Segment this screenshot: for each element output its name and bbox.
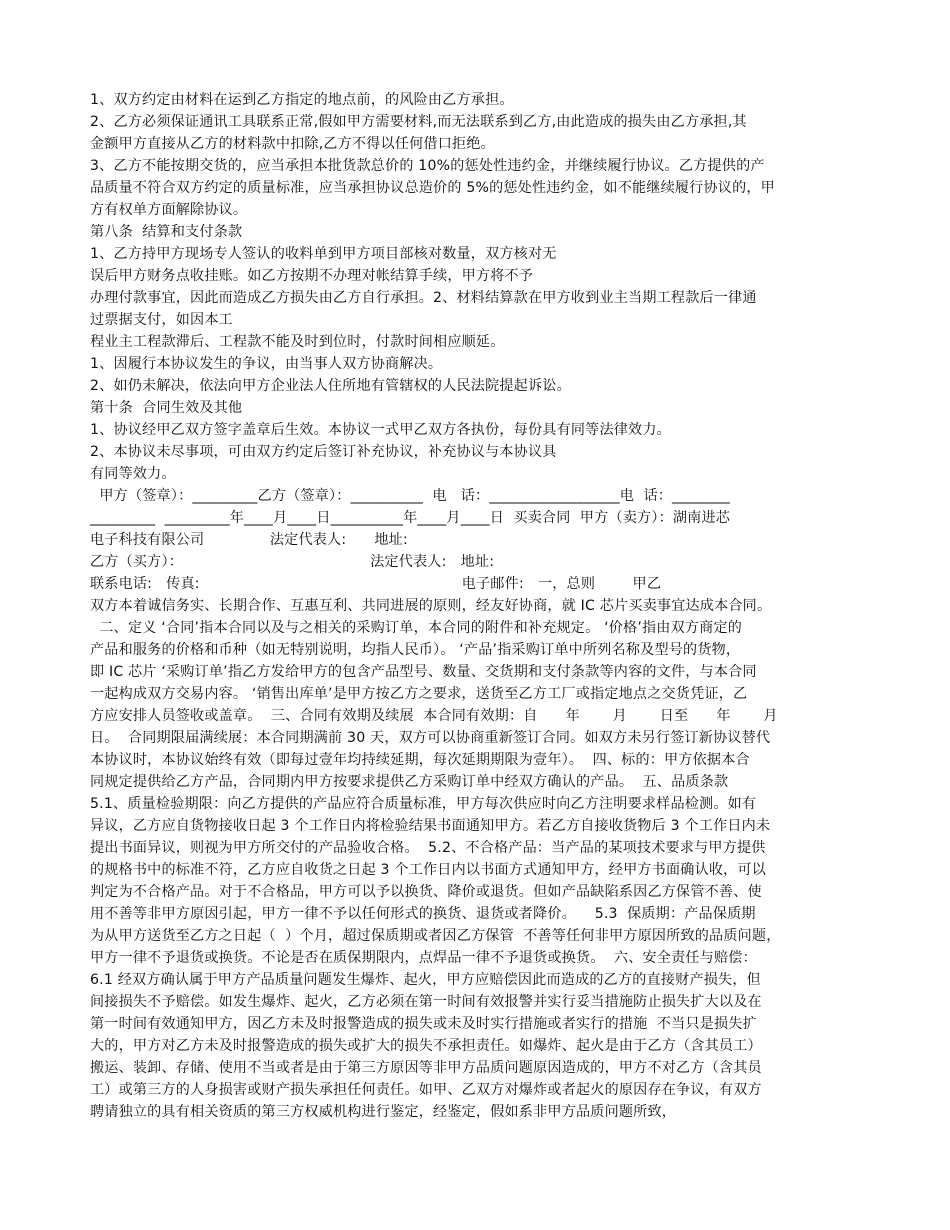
date-line: _________ _________年____月____日__________年____月____日 买卖合同 甲方（卖方）：湖南进芯	[90, 510, 731, 526]
text-line: 误后甲方财务点收挂账。如乙方按期不办理对帐结算手续，甲方将不予	[90, 268, 534, 284]
signature-line: 甲方（签章）：_________乙方（签章）：__________ 电 话：__________________电 话：________	[90, 488, 731, 504]
text-line: 2、乙方必须保证通讯工具联系正常,假如甲方需要材料,而无法联系到乙方,由此造成的损失由乙方承担,其	[90, 114, 747, 130]
text-line: 搬运、装卸、存储、使用不当或者是由于第三方原因等非甲方品质问题原因造成的，甲方不对乙方（含其员	[90, 1060, 762, 1076]
text-line: 方有权单方面解除协议。	[90, 202, 248, 218]
text-line: 大的，甲方对乙方未及时报警造成的损失或扩大的损失不承担责任。如爆炸、起火是由于乙方（含其员工）	[90, 1038, 762, 1054]
text-line: 聘请独立的具有相关资质的第三方权威机构进行鉴定，经鉴定，假如系非甲方品质问题所致，	[90, 1104, 677, 1120]
text-line: 双方本着诚信务实、长期合作、互惠互利、共同进展的原则，经友好协商，就 IC 芯片买卖事宜达成本合同。	[90, 598, 772, 614]
party-line: 乙方（买方）： 法定代表人: 地址:	[90, 554, 495, 570]
text-line: 第一时间有效通知甲方，因乙方未及时报警造成的损失或未及时实行措施或者实行的措施 不当只是损失扩	[90, 1016, 757, 1032]
section-heading: 第十条 合同生效及其他	[90, 400, 243, 416]
text-line: 程业主工程款滞后、工程款不能及时到位时，付款时间相应顺延。	[90, 334, 505, 350]
text-line: 3、乙方不能按期交货的，应当承担本批货款总价的 10%的惩处性违约金，并继续履行协议。乙方提供的产	[90, 158, 765, 174]
text-line: 提出书面异议，则视为甲方所交付的产品验收合格。 5.2、不合格产品：当产品的某项技术要求与甲方提供	[90, 840, 766, 856]
text-line: 间接损失不予赔偿。如发生爆炸、起火，乙方必须在第一时间有效报警并实行妥当措施防止损失扩大以及在	[90, 994, 762, 1010]
text-line: 1、双方约定由材料在运到乙方指定的地点前，的风险由乙方承担。	[90, 92, 514, 108]
text-line: 金额甲方直接从乙方的材料款中扣除,乙方不得以任何借口拒绝。	[90, 136, 495, 152]
text-line: 日。 合同期限届满续展：本合同期满前 30 天，双方可以协商重新签订合同。如双方未另行签订新协议替代	[90, 730, 771, 746]
text-line: 办理付款事宜，因此而造成乙方损失由乙方自行承担。2、材料结算款在甲方收到业主当期工程款后一律通	[90, 290, 757, 306]
text-line: 产品和服务的价格和币种（如无特别说明，均指人民币）。 ‘产品’指采购订单中所列名称及型号的货物，	[90, 642, 741, 658]
text-line: 1、因履行本协议发生的争议，由当事人双方协商解决。	[90, 356, 443, 372]
party-line: 电子科技有限公司 法定代表人: 地址:	[90, 532, 408, 548]
text-line: 2、本协议未尽事项，可由双方约定后签订补充协议，补充协议与本协议具	[90, 444, 557, 460]
text-line: 二、定义 ‘合同’指本合同以及与之相关的采购订单，本合同的附件和补充规定。 ‘价格’指由双方商定的	[90, 620, 743, 636]
text-line: 方应安排人员签收或盖章。 三、合同有效期及续展 本合同有效期：自 年 月 日至 年 月	[90, 708, 778, 724]
text-line: 品质量不符合双方约定的质量标准，应当承担协议总造价的 5%的惩处性违约金，如不能继续履行协议的，甲	[90, 180, 775, 196]
contact-line: 联系电话: 传真: 电子邮件: 一，总则 甲乙	[90, 576, 662, 592]
text-line: 用不善等非甲方原因引起，甲方一律不予以任何形式的换货、退货或者降价。 5.3 保质期：产品保质期	[90, 906, 756, 922]
section-heading: 第八条 结算和支付条款	[90, 224, 243, 240]
text-line: 1、乙方持甲方现场专人签认的收料单到甲方项目部核对数量，双方核对无	[90, 246, 557, 262]
text-line: 的规格书中的标准不符，乙方应自收货之日起 3 个工作日内以书面方式通知甲方，经甲方书面确认收，可以	[90, 862, 767, 878]
text-line: 同规定提供给乙方产品，合同期内甲方按要求提供乙方采购订单中经双方确认的产品。 五、品质条款	[90, 774, 729, 790]
text-line: 判定为不合格产品。对于不合格品，甲方可以予以换货、降价或退货。但如产品缺陷系因乙方保管不善、使	[90, 884, 762, 900]
text-line: 1、协议经甲乙双方签字盖章后生效。本协议一式甲乙双方各执份，每份具有同等法律效力。	[90, 422, 671, 438]
text-line: 为从甲方送货至乙方之日起（ ）个月，超过保质期或者因乙方保管 不善等任何非甲方原因所致的品质问题，	[90, 928, 781, 944]
text-line: 一起构成双方交易内容。 ‘销售出库单’是甲方按乙方之要求，送货至乙方工厂或指定地点之交货凭证，乙	[90, 686, 748, 702]
text-line: 甲方一律不予退货或换货。不论是否在质保期限内，点焊品一律不予退货或换货。 六、安全责任与赔偿：	[90, 950, 757, 966]
text-line: 即 IC 芯片 ‘采购订单’指乙方发给甲方的包含产品型号、数量、交货期和支付条款等内容的文件，与本合同	[90, 664, 757, 680]
text-line: 过票据支付，如因本工	[90, 312, 233, 328]
text-line: 5.1、质量检验期限：向乙方提供的产品应符合质量标准，甲方每次供应时向乙方注明要求样品检测。如有	[90, 796, 757, 812]
text-line: 2、如仍未解决，依法向甲方企业法人住所地有管辖权的人民法院提起诉讼。	[90, 378, 571, 394]
text-line: 异议，乙方应自货物接收日起 3 个工作日内将检验结果书面通知甲方。若乙方自接收货物后 3 个工作日内未	[90, 818, 771, 834]
text-line: 工）或第三方的人身损害或财产损失承担任何责任。如甲、乙双方对爆炸或者起火的原因存在争议，有双方	[90, 1082, 762, 1098]
text-line: 有同等效力。	[90, 466, 176, 482]
text-line: 6.1 经双方确认属于甲方产品质量问题发生爆炸、起火，甲方应赔偿因此而造成的乙方的直接财产损失，但	[90, 972, 761, 988]
text-line: 本协议时，本协议始终有效（即每过壹年均持续延期，每次延期期限为壹年）。 四、标的：甲方依据本合	[90, 752, 750, 768]
